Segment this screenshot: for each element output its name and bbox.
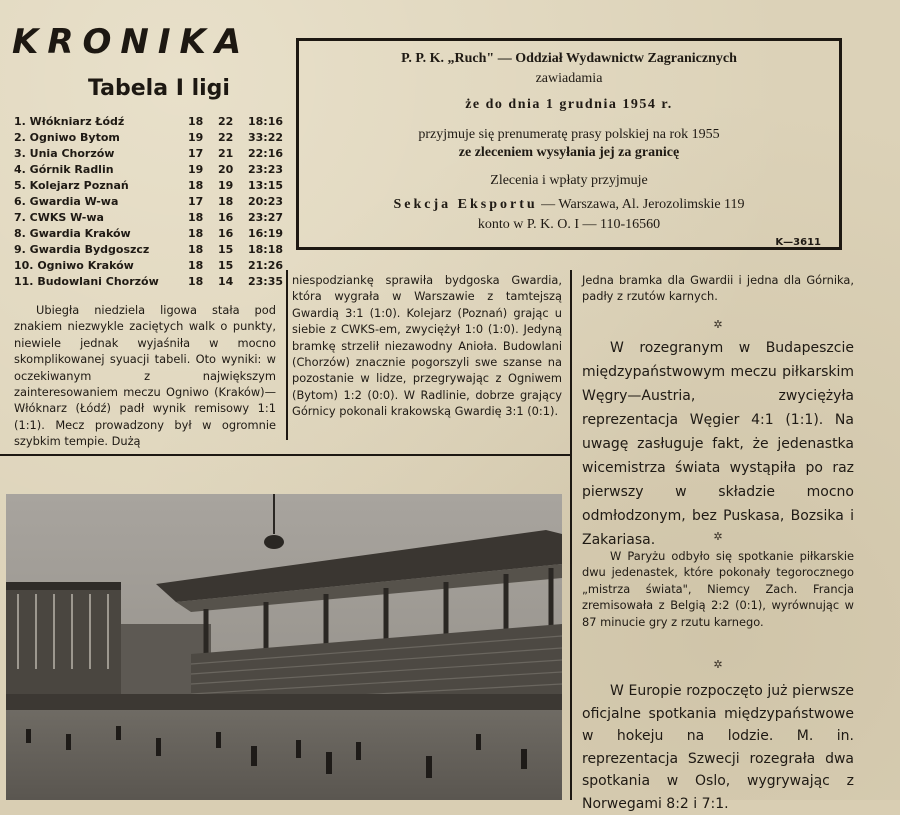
ad-announces: zawiadamia	[535, 71, 603, 86]
matches-played: 19	[188, 131, 204, 144]
matches-played: 17	[188, 147, 204, 160]
article-ice-hockey: W Europie rozpoczęto już pierwsze oficjalne spotkania międzypaństwowe w hokeju na lodzie. M. in. reprezentacja Szwecji rozegrała dwa spotkania w Oslo, wygrywając z Norwegami 8:2 i 7:1.	[582, 683, 854, 812]
team-name: 8. Gwardia Kraków	[14, 227, 131, 240]
league-table	[14, 114, 282, 290]
team-name: 2. Ogniwo Bytom	[14, 131, 120, 144]
league-table-row	[14, 178, 282, 194]
league-table-row	[14, 114, 282, 130]
points: 21	[218, 147, 234, 160]
separator-star: ✲	[713, 530, 723, 543]
league-table-row	[14, 194, 282, 210]
separator-star: ✲	[713, 658, 723, 671]
ad-publisher: P. P. K. „Ruch" — Oddział Wydawnictw Zagranicznych	[401, 51, 737, 66]
goal-ratio: 20:23	[248, 195, 284, 208]
matches-played: 18	[188, 227, 204, 240]
team-name: 1. Włókniarz Łódź	[14, 115, 125, 128]
team-name: 10. Ogniwo Kraków	[14, 259, 134, 272]
league-table-row	[14, 258, 282, 274]
team-name: 3. Unia Chorzów	[14, 147, 115, 160]
goal-ratio: 33:22	[248, 131, 284, 144]
article-paris: W Paryżu odbyło się spotkanie piłkarskie dwu jedenastek, które pokonały tegorocznego „mistrza świata", Niemcy Zach. Francja zremisowała z Belgią 2:2 (0:1), wyrównując w 87 minucie gry z rzutu karnego.	[582, 549, 854, 629]
article-league-sunday: Ubiegła niedziela ligowa stała pod znakiem niezwykle zaciętych walk o punkty, niewiele jednak wyjaśniła w mocno skomplikowanej syuacji tabeli. Oto wyniki: w oczekiwanym z największym zainteresowaniem meczu Ogniwo (Kraków)—Włóknarz (Łódź) padł wynik remisowy 1:1 (1:1). Mecz prowadzony był w ogromnie szybkim tempie. Dużą	[14, 303, 276, 449]
team-name: 11. Budowlani Chorzów	[14, 275, 159, 288]
subscription-advertisement	[296, 38, 842, 250]
team-name: 5. Kolejarz Poznań	[14, 179, 129, 192]
ad-orders: Zlecenia i wpłaty przyjmuje	[490, 173, 648, 188]
stadium-photo-image	[6, 494, 562, 800]
points: 22	[218, 131, 234, 144]
matches-played: 17	[188, 195, 204, 208]
points: 16	[218, 211, 234, 224]
matches-played: 18	[188, 275, 204, 288]
matches-played: 18	[188, 179, 204, 192]
points: 14	[218, 275, 234, 288]
matches-played: 19	[188, 163, 204, 176]
league-table-row	[14, 226, 282, 242]
section-heading: KRONIKA	[12, 22, 251, 62]
goal-ratio: 23:23	[248, 163, 284, 176]
separator-star: ✲	[713, 318, 723, 331]
points: 15	[218, 243, 234, 256]
article-league-continued: niespodziankę sprawiła bydgoska Gwardia, która wygrała w Warszawie z tamtejszą Gwardią 3:1 (1:0). Kolejarz (Poznań) grając u siebie z CWKS-em, zwyciężył 1:0 (1:0). Jedyną bramkę strzelił niezawodny Anioła. Budowlani (Chorzów) znacznie pogorszyli swe szanse na pozostanie w lidze, przegrywając z Ogniwem (Bytom) 1:2 (0:0). W Radlinie, dobrze grający Górnicy pokonali krakowską Gwardię 3:1 (0:1).	[292, 273, 562, 419]
points: 16	[218, 227, 234, 240]
matches-played: 18	[188, 211, 204, 224]
points: 20	[218, 163, 234, 176]
points: 15	[218, 259, 234, 272]
ad-deadline: że do dnia 1 grudnia 1954 r.	[465, 97, 673, 112]
stadium-photo	[6, 494, 562, 800]
team-name: 9. Gwardia Bydgoszcz	[14, 243, 150, 256]
team-name: 7. CWKS W-wa	[14, 211, 104, 224]
goal-ratio: 21:26	[248, 259, 284, 272]
league-table-row	[14, 146, 282, 162]
league-table-row	[14, 162, 282, 178]
goal-ratio: 13:15	[248, 179, 284, 192]
points: 18	[218, 195, 234, 208]
team-name: 6. Gwardia W-wa	[14, 195, 119, 208]
goal-ratio: 18:18	[248, 243, 284, 256]
goal-ratio: 23:35	[248, 275, 284, 288]
matches-played: 18	[188, 115, 204, 128]
ad-account: konto w P. K. O. I — 110-16560	[477, 217, 661, 232]
goal-ratio: 23:27	[248, 211, 284, 224]
ad-address	[299, 197, 839, 213]
league-table-row	[14, 130, 282, 146]
matches-played: 18	[188, 259, 204, 272]
ad-subscription: przyjmuje się prenumeratę prasy polskiej na rok 1955	[418, 127, 720, 142]
column-divider	[286, 270, 288, 440]
article-penalties: Jedna bramka dla Gwardii i jedna dla Górnika, padły z rzutów karnych.	[582, 273, 854, 304]
goal-ratio: 18:16	[248, 115, 284, 128]
ad-section-name: Sekcja Eksportu	[393, 197, 538, 212]
goal-ratio: 16:19	[248, 227, 284, 240]
matches-played: 18	[188, 243, 204, 256]
ad-address-rest: — Warszawa, Al. Jerozolimskie 119	[537, 197, 745, 212]
photo-top-rule	[0, 454, 570, 456]
goal-ratio: 22:16	[248, 147, 284, 160]
column-divider	[570, 270, 572, 800]
ad-code: K—3611	[775, 237, 821, 248]
ad-abroad: ze zleceniem wysyłania jej za granicę	[458, 145, 680, 160]
points: 22	[218, 115, 234, 128]
league-table-title: Tabela I ligi	[88, 76, 230, 101]
team-name: 4. Górnik Radlin	[14, 163, 114, 176]
league-table-row	[14, 274, 282, 290]
league-table-row	[14, 242, 282, 258]
league-table-row	[14, 210, 282, 226]
points: 19	[218, 179, 234, 192]
article-budapest: W rozegranym w Budapeszcie międzypaństwowym meczu piłkarskim Węgry—Austria, zwyciężyła reprezentacja Węgier 4:1 (1:1). Na uwagę zasługuje fakt, że jedenastka wicemistrza świata wystąpiła po raz pierwszy w składzie mocno odmłodzonym, bez Puskasa, Bozsika i Zakariasa.	[582, 340, 854, 548]
